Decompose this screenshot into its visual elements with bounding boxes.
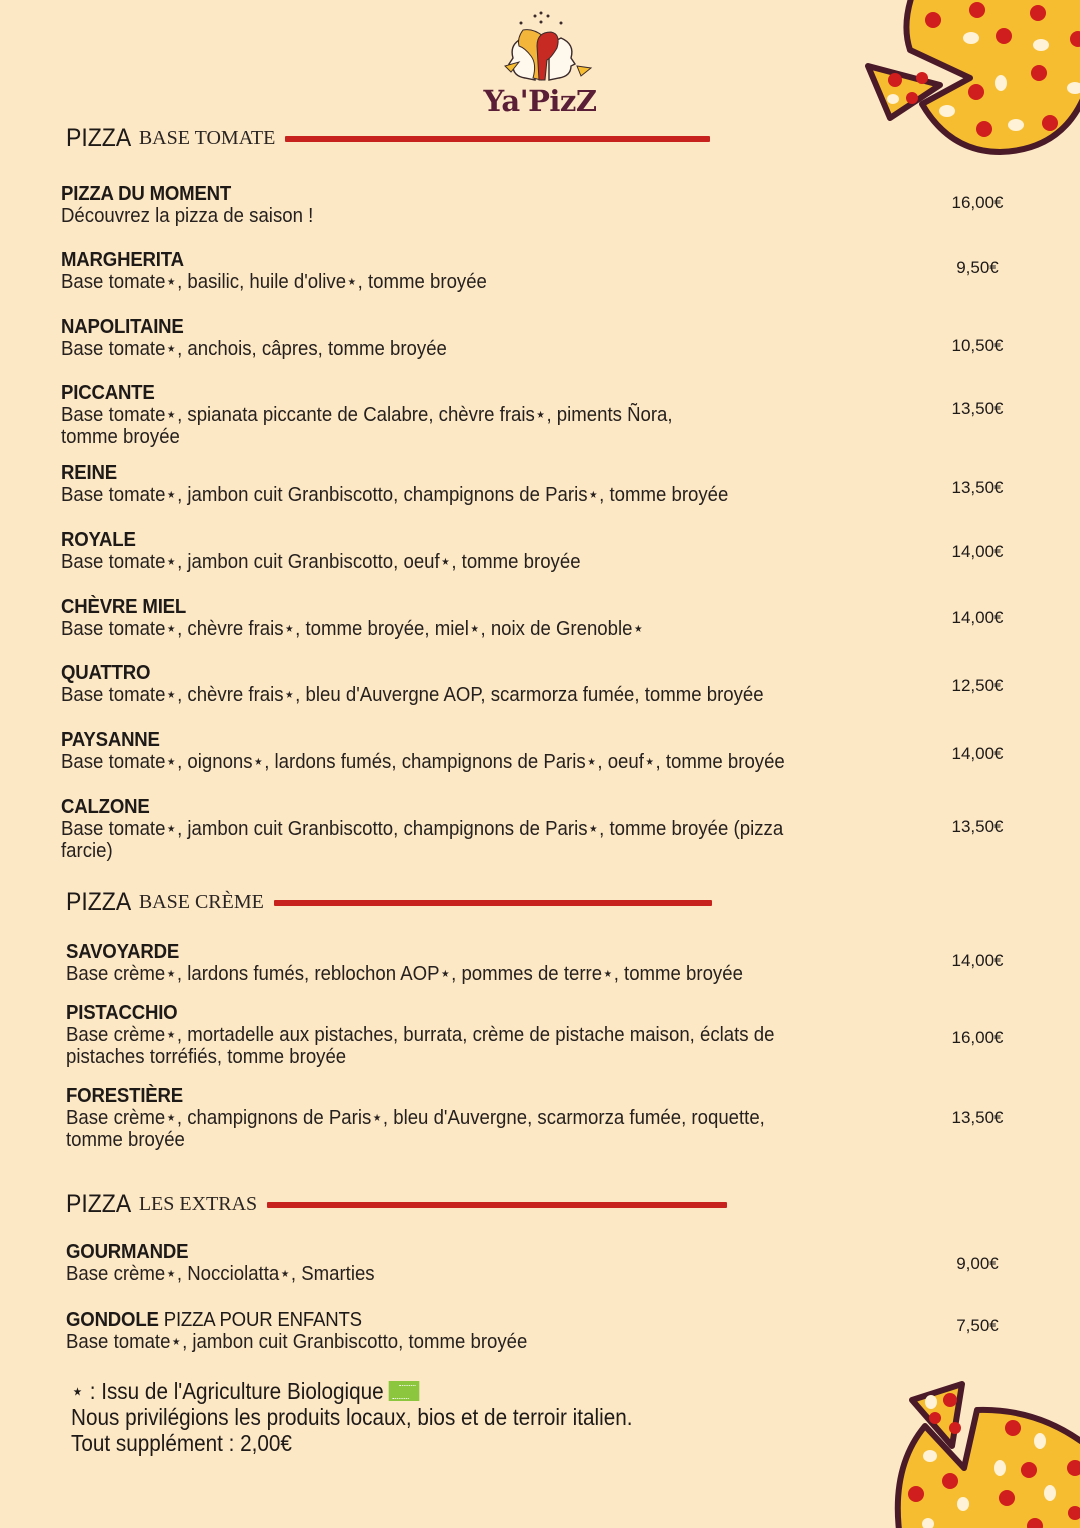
item-name: GOURMANDE bbox=[66, 1241, 189, 1263]
section-divider bbox=[274, 900, 712, 906]
menu-item bbox=[61, 796, 901, 862]
local-note: Nous privilégions les produits locaux, bios et de terroir italien. bbox=[71, 1404, 633, 1430]
item-name: ROYALE bbox=[61, 529, 136, 551]
item-name: NAPOLITAINE bbox=[61, 316, 184, 338]
item-price: 7,50€ bbox=[956, 1316, 999, 1335]
item-price: 14,00€ bbox=[951, 542, 1004, 561]
section-header-base-tomate bbox=[66, 124, 710, 153]
item-name: PIZZA DU MOMENT bbox=[61, 183, 232, 205]
item-name bbox=[66, 1309, 362, 1331]
item-description-line2: tomme broyée bbox=[66, 1129, 185, 1151]
item-name: MARGHERITA bbox=[61, 249, 184, 271]
item-description: Base tomate⋆, jambon cuit Granbiscotto, champignons de Paris⋆, tomme broyée bbox=[61, 484, 729, 506]
item-price: 13,50€ bbox=[951, 817, 1004, 836]
item-price: 14,00€ bbox=[951, 951, 1004, 970]
menu-item bbox=[61, 249, 901, 293]
menu-item bbox=[61, 529, 901, 573]
item-price: 16,00€ bbox=[951, 193, 1004, 212]
pizza-missing-slice-icon bbox=[860, 1368, 1080, 1528]
item-description-line2: farcie) bbox=[61, 840, 113, 862]
item-description: Base crème⋆, Nocciolatta⋆, Smarties bbox=[66, 1263, 375, 1285]
item-price: 14,00€ bbox=[951, 608, 1004, 627]
item-name: PICCANTE bbox=[61, 382, 155, 404]
item-description: Base tomate⋆, jambon cuit Granbiscotto, oeuf⋆, tomme broyée bbox=[61, 551, 581, 573]
menu-item bbox=[61, 462, 901, 506]
item-price: 9,50€ bbox=[956, 258, 999, 277]
item-description: Base tomate⋆, anchois, câpres, tomme broyée bbox=[61, 338, 447, 360]
item-name: REINE bbox=[61, 462, 117, 484]
two-faces-logo-icon bbox=[475, 8, 605, 88]
item-description-line2: pistaches torréfiés, tomme broyée bbox=[66, 1046, 347, 1068]
menu-item bbox=[66, 1241, 906, 1285]
item-price: 13,50€ bbox=[951, 478, 1004, 497]
item-name: PAYSANNE bbox=[61, 729, 160, 751]
item-tag: PIZZA POUR ENFANTS bbox=[163, 1309, 362, 1331]
item-price: 14,00€ bbox=[951, 744, 1004, 763]
brand-name: Ya'PizZ bbox=[483, 84, 597, 118]
item-price: 16,00€ bbox=[951, 1028, 1004, 1047]
bio-note: ⋆ : Issu de l'Agriculture Biologique bbox=[71, 1378, 384, 1404]
item-description: Base tomate⋆, basilic, huile d'olive⋆, tomme broyée bbox=[61, 271, 487, 293]
item-name: CALZONE bbox=[61, 796, 150, 818]
menu-item bbox=[61, 382, 901, 448]
supplement-note: Tout supplément : 2,00€ bbox=[71, 1430, 292, 1456]
bio-note-line bbox=[71, 1378, 701, 1404]
item-price: 10,50€ bbox=[951, 336, 1004, 355]
item-name-text: GONDOLE bbox=[66, 1309, 159, 1331]
pizza-decoration-top bbox=[860, 0, 1080, 160]
item-name: SAVOYARDE bbox=[66, 941, 180, 963]
item-description: Base tomate⋆, chèvre frais⋆, tomme broyée, miel⋆, noix de Grenoble⋆ bbox=[61, 618, 645, 640]
section-divider bbox=[285, 136, 710, 142]
menu-item bbox=[66, 941, 906, 985]
footer-notes bbox=[71, 1378, 771, 1456]
menu-item bbox=[61, 183, 901, 227]
menu-item bbox=[61, 662, 901, 706]
item-description: Base tomate⋆, chèvre frais⋆, bleu d'Auvergne AOP, scarmorza fumée, tomme broyée bbox=[61, 684, 764, 706]
item-price: 12,50€ bbox=[951, 676, 1004, 695]
item-price: 13,50€ bbox=[951, 399, 1004, 418]
item-description: Base tomate⋆, spianata piccante de Calabre, chèvre frais⋆, piments Ñora, bbox=[61, 404, 673, 426]
item-description: Base tomate⋆, jambon cuit Granbiscotto, champignons de Paris⋆, tomme broyée (pizza bbox=[61, 818, 784, 840]
menu-item bbox=[66, 1085, 906, 1151]
item-name: QUATTRO bbox=[61, 662, 151, 684]
section-title-sub: BASE TOMATE bbox=[138, 127, 276, 149]
pizza-decoration-bottom bbox=[860, 1368, 1080, 1528]
menu-item bbox=[61, 316, 901, 360]
menu-item bbox=[61, 729, 901, 773]
section-title-sub: LES EXTRAS bbox=[138, 1193, 258, 1215]
item-name: PISTACCHIO bbox=[66, 1002, 178, 1024]
item-description: Base crème⋆, mortadelle aux pistaches, burrata, crème de pistache maison, éclats de bbox=[66, 1024, 775, 1046]
item-description: Découvrez la pizza de saison ! bbox=[61, 205, 314, 227]
menu-item bbox=[66, 1309, 906, 1353]
item-description: Base crème⋆, champignons de Paris⋆, bleu d'Auvergne, scarmorza fumée, roquette, bbox=[66, 1107, 765, 1129]
section-title-sub: BASE CRÈME bbox=[138, 891, 264, 913]
section-title-main: PIZZA bbox=[66, 124, 132, 152]
item-description: Base tomate⋆, oignons⋆, lardons fumés, champignons de Paris⋆, oeuf⋆, tomme broyée bbox=[61, 751, 785, 773]
eu-organic-leaf-icon bbox=[389, 1381, 420, 1401]
pizza-missing-slice-icon bbox=[860, 0, 1080, 160]
section-header-base-creme bbox=[66, 888, 712, 917]
section-title-main: PIZZA bbox=[66, 1190, 132, 1218]
section-divider bbox=[267, 1202, 727, 1208]
section-header-les-extras bbox=[66, 1190, 727, 1219]
item-price: 9,00€ bbox=[956, 1254, 999, 1273]
item-description: Base crème⋆, lardons fumés, reblochon AOP⋆, pommes de terre⋆, tomme broyée bbox=[66, 963, 743, 985]
section-title-main: PIZZA bbox=[66, 888, 132, 916]
item-description-line2: tomme broyée bbox=[61, 426, 180, 448]
brand-logo bbox=[475, 8, 605, 120]
menu-item bbox=[61, 596, 901, 640]
item-name: CHÈVRE MIEL bbox=[61, 596, 187, 618]
item-name: FORESTIÈRE bbox=[66, 1085, 183, 1107]
item-price: 13,50€ bbox=[951, 1108, 1004, 1127]
menu-item bbox=[66, 1002, 906, 1068]
item-description: Base tomate⋆, jambon cuit Granbiscotto, tomme broyée bbox=[66, 1331, 528, 1353]
